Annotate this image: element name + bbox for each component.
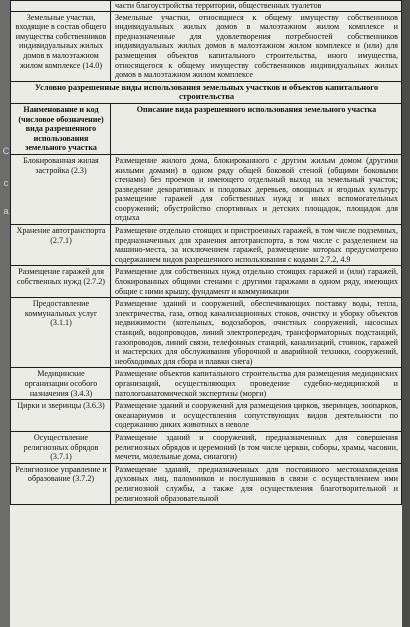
row-description: Размещение зданий, предназначенных для постоянного местонахождения духовных лиц, паломников и послушников в связи с осуществлением ими религиозной службы, а также для осуществления благотворительной и религиозной образовательной (111, 463, 402, 504)
row-name: Размещение гаражей для собственных нужд (2.7.2) (11, 266, 111, 298)
row-name: Медицинские организации особого назначения (3.4.3) (11, 368, 111, 400)
row-description: Размещение зданий и сооружений, обеспечивающих поставку воды, тепла, электричества, газа, отвод канализационных стоков, очистку и уборку объектов недвижимости (котельных, водозаборов, очистных сооружений, насосных станций, водопроводов, линий электропередач, трансформаторных подстанций, газопроводов, линий связи, телефонных станций, канализаций, стоянок, гаражей и мастерских для обслуживания уборочной и аварийной техники, сооружений, необходимых для сбора и плавки снега) (111, 298, 402, 368)
row-name: Земельные участки, входящие в состав общего имущества собственников индивидуальных жилых домов в малоэтажном жилом комплексе (14.0) (11, 11, 111, 81)
row-name: Религиозное управление и образование (3.7.2) (11, 463, 111, 504)
table-row (11, 298, 402, 368)
row-description: Размещение зданий и сооружений, предназначенных для совершения религиозных обрядов и церемоний (в том числе церкви, соборы, храмы, часовни, мечети, молельные дома, синагоги) (111, 431, 402, 463)
side-mark: С (2, 146, 10, 156)
side-mark: с (3, 178, 9, 188)
table-row (11, 400, 402, 432)
row-name: Цирки и зверинцы (3.6.3) (11, 400, 111, 432)
table-row (11, 368, 402, 400)
section-heading-row (11, 81, 402, 103)
table-row (11, 266, 402, 298)
row-description: Размещение для собственных нужд отдельно стоящих гаражей и (или) гаражей, блокированных общими стенами с другими гаражами в одном ряду, имеющих общие с ними крышу, фундамент и коммуникации (111, 266, 402, 298)
table-row (11, 463, 402, 504)
empty-cell (11, 1, 111, 12)
row-description: Размещение зданий и сооружений для размещения цирков, зверинцев, зоопарков, океанариумов и осуществления сопутствующих видов деятельности по содержанию диких животных в неволе (111, 400, 402, 432)
column-header-name: Наименование и код (числовое обозначение) вида разрешенного использования земельного участка (11, 103, 111, 154)
row-description: Размещение жилого дома, блокированного с другим жилым домом (другими жилыми домами) в одном ряду общей боковой стеной (общими боковыми стенами) без проемов и имеющего отдельный выход на земельный участок; разведение декоративных и плодовых деревьев, овощных и ягодных культур; размещение гаражей для собственных нужд и иных вспомогательных сооружений; обустройство спортивных и детских площадок, площадок для отдыха (111, 154, 402, 224)
row-description: Земельные участки, относящиеся к общему имуществу собственников индивидуальных жилых домов в малоэтажном жилом комплексе и предназначенные для удовлетворения потребностей собственников индивидуальных жилых домов в малоэтажном жилом комплексе и (или) для размещения объектов капитального строительства, иного имущества, относящегося к общему имуществу собственников индивидуальных жилых домов в малоэтажном жилом комплексе (111, 11, 402, 81)
table-row (11, 431, 402, 463)
table-row (11, 154, 402, 224)
column-header-description: Описание вида разрешенного использования земельного участка (111, 103, 402, 154)
side-mark: а (3, 206, 9, 216)
section-title: Условно разрешенные виды использования земельных участков и объектов капитального строительства (11, 81, 402, 103)
row-description: части благоустройства территории, общественных туалетов (111, 1, 402, 12)
table-row (11, 225, 402, 266)
row-name: Хранение автотранспорта (2.7.1) (11, 225, 111, 266)
header-row (11, 103, 402, 154)
row-name: Блокированная жилая застройка (2.3) (11, 154, 111, 224)
row-description: Размещение объектов капитального строительства для размещения медицинских организаций, осуществляющих проведение судебно-медицинской и патологоанатомической экспертизы (морги) (111, 368, 402, 400)
row-description: Размещение отдельно стоящих и пристроенных гаражей, в том числе подземных, предназначенных для хранения автотранспорта, в том числе с разделением на машино-места, за исключением гаражей, размещение которых предусмотрено содержанием видов разрешенного использования с кодами 2.7.2, 4.9 (111, 225, 402, 266)
table-row (11, 11, 402, 81)
right-page-edge (402, 0, 410, 627)
row-name: Предоставление коммунальных услуг (3.1.1) (11, 298, 111, 368)
document-page (10, 0, 402, 627)
table-row (11, 1, 402, 12)
row-name: Осуществление религиозных обрядов (3.7.1) (11, 431, 111, 463)
land-use-table (10, 0, 402, 505)
